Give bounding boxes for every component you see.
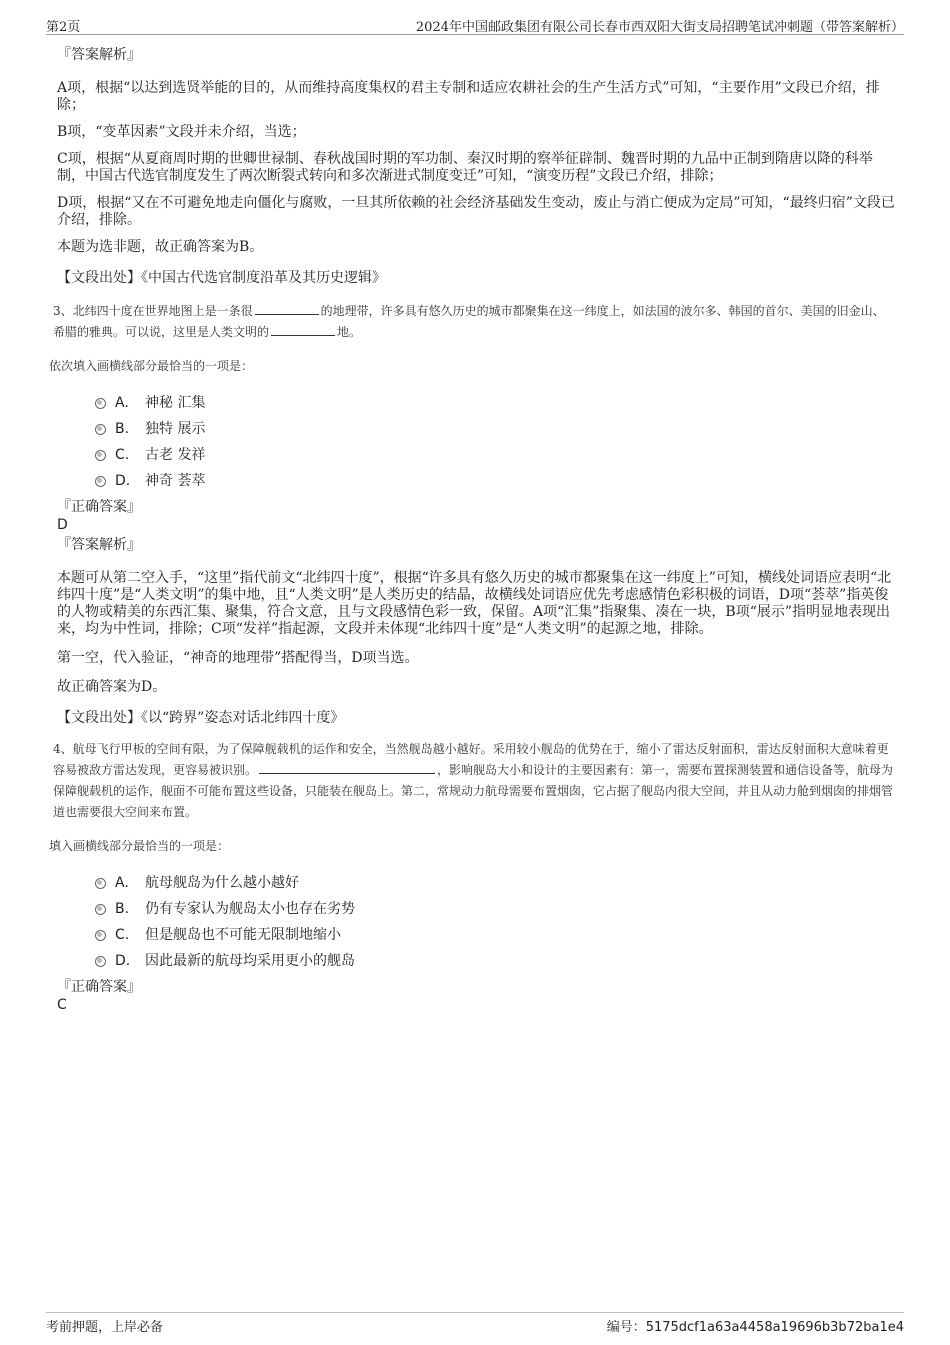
- analysis-paragraph: 第一空，代入验证，“神奇的地理带”搭配得当，D项当选。: [57, 650, 419, 666]
- option-c[interactable]: C. 古老 发祥: [95, 442, 895, 468]
- page-number: 第2页: [46, 20, 81, 35]
- radio-icon[interactable]: [95, 424, 106, 435]
- option-d[interactable]: D. 神奇 荟萃: [95, 468, 895, 494]
- document-code: 编号：5175dcf1a63a4458a19696b3b72ba1e4: [606, 1320, 904, 1335]
- analysis-paragraph: B项，“变革因素”文段并未介绍，当选；: [57, 124, 306, 140]
- question-stem: 3、北纬四十度在世界地图上是一条很 的地理带，许多具有悠久历史的城市都聚集在这一纬度上，如法国的波尔多、韩国的首尔、美国的旧金山、希腊的雅典。可以说，这里是人类文明的 地。: [53, 304, 885, 339]
- page-header: [46, 14, 904, 35]
- correct-answer: C: [57, 997, 67, 1013]
- radio-icon[interactable]: [95, 450, 106, 461]
- page-footer: [46, 1312, 904, 1337]
- option-a[interactable]: A. 航母舰岛为什么越小越好: [95, 870, 895, 896]
- option-b[interactable]: B. 仍有专家认为舰岛太小也存在劣势: [95, 896, 895, 922]
- option-a[interactable]: A. 神秘 汇集: [95, 390, 895, 416]
- option-c[interactable]: C. 但是舰岛也不可能无限制地缩小: [95, 922, 895, 948]
- radio-icon[interactable]: [95, 878, 106, 889]
- question-instruction: 依次填入画横线部分最恰当的一项是：: [49, 359, 254, 373]
- radio-icon[interactable]: [95, 904, 106, 915]
- source-citation: 【文段出处】《以“跨界”姿态对话北纬四十度》: [57, 710, 345, 726]
- analysis-paragraph: C项，根据“从夏商周时期的世卿世禄制、春秋战国时期的军功制、秦汉时期的察举征辟制、魏晋时期的九品中正制到隋唐以降的科举制，中国古代选官制度发生了两次断裂式转向和多次渐进式制度变迁”可知，“演变历程”文段已介绍，排除；: [57, 151, 873, 184]
- analysis-paragraph: 本题可从第二空入手，“这里”指代前文“北纬四十度”，根据“许多具有悠久历史的城市都聚集在这一纬度上”可知，横线处词语应表明“北纬四十度”是“人类文明”的集中地，且“人类文明”是人类历史的结晶，故横线处词语应优先考虑感情色彩积极的词语，D项“荟萃”指英俊的人物或精美的东西汇集、聚集，符合文意，且与文段感情色彩一致，保留。A项“汇集”指聚集、凑在一块，B项“展示”指明显地表现出来，均为中性词，排除；C项“发祥”指起源，文段并未体现“北纬四十度”是“人类文明”的起源之地，排除。: [57, 570, 892, 637]
- fill-blank: [255, 302, 319, 315]
- document-body: [49, 40, 895, 1014]
- question-3: [49, 301, 895, 374]
- radio-icon[interactable]: [95, 930, 106, 941]
- analysis-paragraph: D项，根据“又在不可避免地走向僵化与腐败，一旦其所依赖的社会经济基础发生变动，废止与消亡便成为定局”可知，“最终归宿”文段已介绍，排除。: [57, 195, 895, 228]
- question-4: [49, 739, 895, 854]
- correct-answer: D: [57, 517, 68, 533]
- radio-icon[interactable]: [95, 476, 106, 487]
- question-instruction: 填入画横线部分最恰当的一项是：: [49, 839, 230, 853]
- radio-icon[interactable]: [95, 956, 106, 967]
- analysis-label: 『答案解析』: [57, 537, 141, 553]
- analysis-paragraph: A项，根据“以达到选贤举能的目的，从而维持高度集权的君主专制和适应农耕社会的生产生活方式”可知，“主要作用”文段已介绍，排除；: [57, 80, 880, 113]
- fill-blank: [259, 761, 435, 774]
- radio-icon[interactable]: [95, 398, 106, 409]
- source-citation: 【文段出处】《中国古代选官制度沿革及其历史逻辑》: [57, 270, 386, 286]
- footer-slogan: 考前押题，上岸必备: [46, 1320, 164, 1335]
- option-b[interactable]: B. 独特 展示: [95, 416, 895, 442]
- analysis-paragraph: 本题为选非题，故正确答案为B。: [57, 239, 264, 255]
- analysis-paragraph: 故正确答案为D。: [57, 679, 167, 695]
- fill-blank: [271, 323, 335, 336]
- option-d[interactable]: D. 因此最新的航母均采用更小的舰岛: [95, 948, 895, 974]
- document-title: 2024年中国邮政集团有限公司长春市西双阳大街支局招聘笔试冲刺题（带答案解析）: [415, 20, 904, 35]
- question-stem: 4、航母飞行甲板的空间有限，为了保障舰载机的运作和安全，当然舰岛越小越好。采用较小舰岛的优势在于，缩小了雷达反射面积，雷达反射面积大意味着更容易被敌方雷达发现，更容易被识别。 ，影响舰岛大小和设计的主要因素有：第一，需要布置探测装置和通信设备等，航母为保障舰载机的运作，舰面不可能布置这些设备，只能装在舰岛上。第二，常规动力航母需要布置烟囱，它占据了舰岛内很大空间，并且从动力舱到烟囱的排烟管道也需要很大空间来布置。: [53, 742, 894, 819]
- options-list: [95, 870, 895, 974]
- options-list: [95, 390, 895, 494]
- analysis-label: 『答案解析』: [57, 47, 141, 63]
- answer-label: 『正确答案』: [57, 979, 141, 995]
- answer-label: 『正确答案』: [57, 499, 141, 515]
